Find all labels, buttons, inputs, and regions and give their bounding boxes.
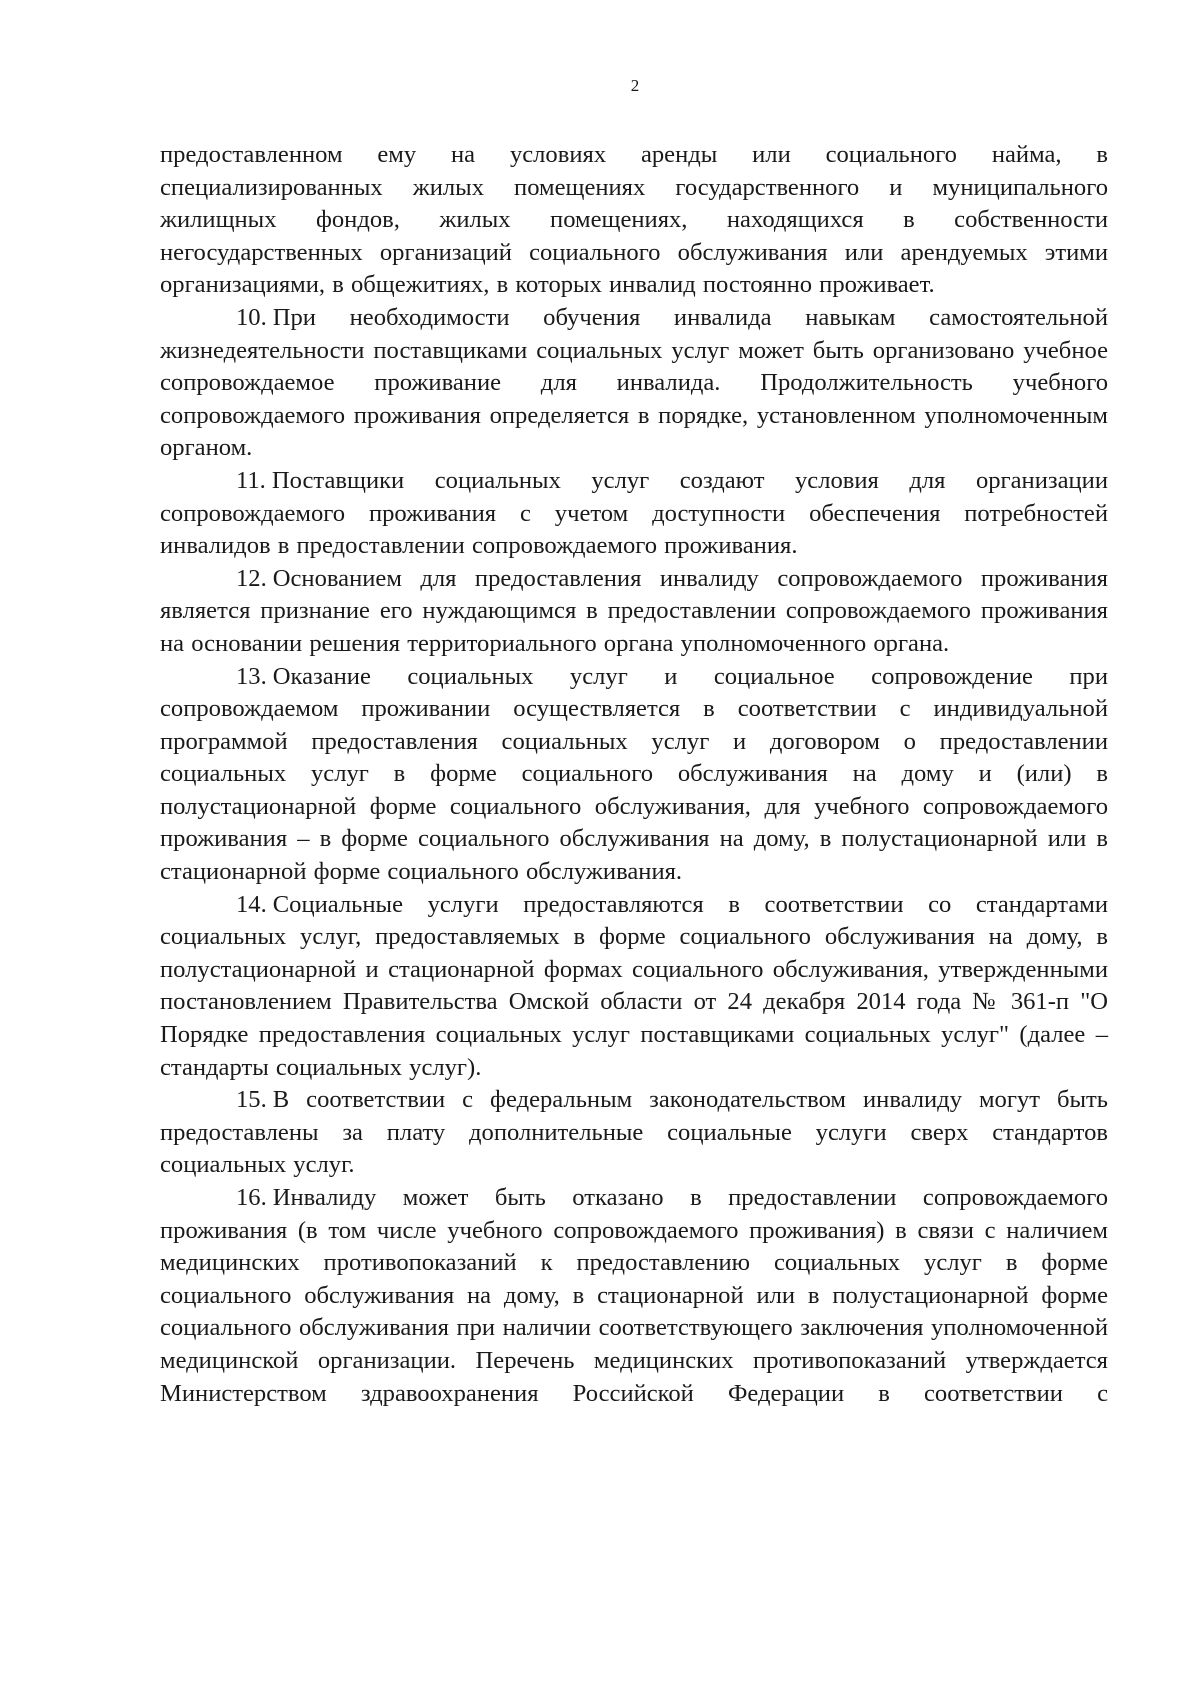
paragraph-number: 12. [236,564,267,592]
document-body [160,139,1108,1410]
paragraph-text: Основанием для предоставления инвалиду сопровождаемого проживания является признание его нуждающимся в предоставлении сопровождаемого проживания на основании решения территориального органа уполномоченного органа. [160,564,1108,657]
paragraph-number: 16. [236,1184,267,1211]
paragraph-text: В соответствии с федеральным законодательством инвалиду могут быть предоставлены за плату дополнительные социальные услуги сверх стандартов социальных услуг. [160,1086,1108,1179]
paragraph-13 [160,661,1108,889]
paragraph-10 [160,302,1108,465]
paragraph-number: 10. [236,303,267,331]
paragraph-text: Социальные услуги предоставляются в соответствии со стандартами социальных услуг, предоставляемых в форме социального обслуживания на дому, в полустационарной и стационарной формах социального обслуживания, утвержденными постановлением Правительства Омской области от 24 декабря 2014 года № 361-п "О Порядке предоставления социальных услуг поставщиками социальных услуг" (далее – стандарты социальных услуг). [160,890,1108,1081]
paragraph-number: 13. [236,662,267,690]
paragraph-text: При необходимости обучения инвалида навыкам самостоятельной жизнедеятельности поставщиками социальных услуг может быть организовано учебное сопровождаемое проживание для инвалида. Продолжительность учебного сопровождаемого проживания определяется в порядке, установленном уполномоченным органом. [160,303,1108,462]
paragraph-text: предоставленном ему на условиях аренды или социального найма, в специализированных жилых помещениях государственного и муниципального жилищных фондов, жилых помещениях, находящихся в собственности негосударственных организаций социального обслуживания или арендуемых этими организациями, в общежитиях, в которых инвалид постоянно проживает. [160,141,1108,299]
paragraph-14 [160,889,1108,1085]
paragraph-continuation [160,139,1108,302]
paragraph-text: Инвалиду может быть отказано в предоставлении сопровождаемого проживания (в том числе учебного сопровождаемого проживания) в связи с наличием медицинских противопоказаний к предоставлению социальных услуг в форме социального обслуживания на дому, в стационарной или в полустационарной форме социального обслуживания при наличии соответствующего заключения уполномоченной медицинской организации. Перечень медицинских противопоказаний утверждается Министерством здравоохранения Российской Федерации в соответствии с [160,1184,1108,1407]
page-number: 2 [630,76,640,95]
paragraph-11 [160,465,1108,563]
paragraph-number: 15. [236,1086,267,1114]
paragraph-15 [160,1084,1108,1182]
paragraph-16 [160,1182,1108,1410]
paragraph-text: Оказание социальных услуг и социальное сопровождение при сопровождаемом проживании осуществляется в соответствии с индивидуальной программой предоставления социальных услуг и договором о предоставлении социальных услуг в форме социального обслуживания на дому и (или) в полустационарной форме социального обслуживания, для учебного сопровождаемого проживания – в форме социального обслуживания на дому, в полустационарной или в стационарной форме социального обслуживания. [160,662,1108,886]
paragraph-number: 14. [236,890,267,918]
paragraph-number: 11. [236,466,266,494]
paragraph-12 [160,563,1108,661]
paragraph-text: Поставщики социальных услуг создают условия для организации сопровождаемого проживания с учетом доступности обеспечения потребностей инвалидов в предоставлении сопровождаемого проживания. [160,466,1108,560]
